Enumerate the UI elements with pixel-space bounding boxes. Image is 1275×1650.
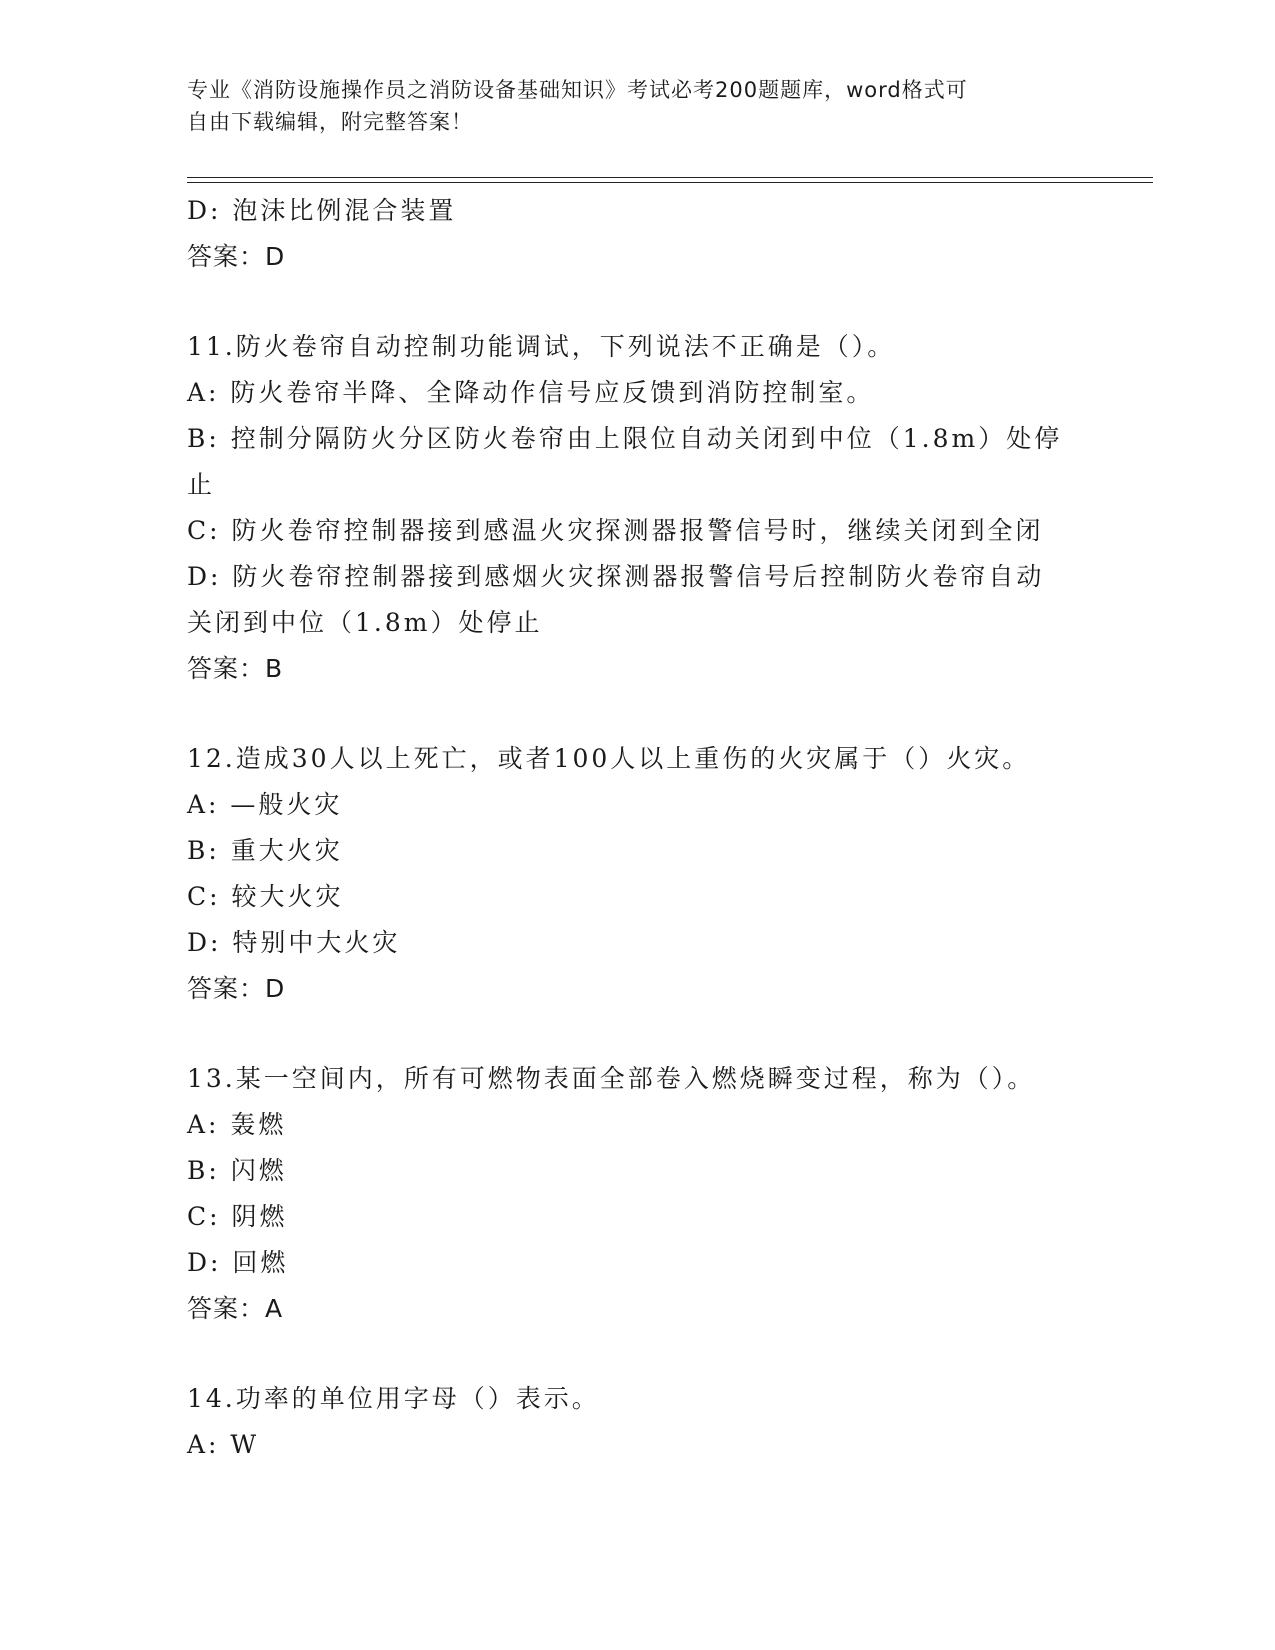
answer-line: 答案：D xyxy=(187,974,286,1003)
option-line: A: W xyxy=(187,1430,260,1459)
option-line: D: 特别中大火灾 xyxy=(187,928,401,957)
question-spacer xyxy=(187,692,1087,736)
answer-line: 答案：B xyxy=(187,654,284,683)
question-stem: 13.某一空间内，所有可燃物表面全部卷入燃烧瞬变过程，称为（）。 xyxy=(187,1064,1036,1093)
answer-line: 答案：A xyxy=(187,1294,284,1323)
option-line: D: 防火卷帘控制器接到感烟火灾探测器报警信号后控制防火卷帘自动 xyxy=(187,562,1045,591)
option-line: C: 防火卷帘控制器接到感温火灾探测器报警信号时，继续关闭到全闭 xyxy=(187,516,1044,545)
option-line: B: 重大火灾 xyxy=(187,836,343,865)
option-line: B: 控制分隔防火分区防火卷帘由上限位自动关闭到中位（1.8m）处停 xyxy=(187,424,1063,453)
header-divider-top xyxy=(187,177,1153,178)
question-stem: 14.功率的单位用字母（）表示。 xyxy=(187,1384,600,1413)
option-line: 关闭到中位（1.8m）处停止 xyxy=(187,608,543,637)
option-line: C: 阴燃 xyxy=(187,1202,288,1231)
option-line: C: 较大火灾 xyxy=(187,882,344,911)
answer-line: 答案：D xyxy=(187,242,286,271)
question-stem: 11.防火卷帘自动控制功能调试，下列说法不正确是（）。 xyxy=(187,332,896,361)
question-stem: 12.造成30人以上死亡，或者100人以上重伤的火灾属于（）火灾。 xyxy=(187,744,1031,773)
option-line: D: 泡沫比例混合装置 xyxy=(187,196,457,225)
option-line: D: 回燃 xyxy=(187,1248,289,1277)
option-line: A: 防火卷帘半降、全降动作信号应反馈到消防控制室。 xyxy=(187,378,875,407)
option-line: B: 闪燃 xyxy=(187,1156,287,1185)
question-content xyxy=(187,188,1087,1468)
question-spacer xyxy=(187,1332,1087,1376)
header-line-2: 自由下载编辑，附完整答案！ xyxy=(187,110,473,134)
question-spacer xyxy=(187,1012,1087,1056)
option-line: 止 xyxy=(187,470,216,499)
option-line: A: —般火灾 xyxy=(187,790,343,819)
option-line: A: 轰燃 xyxy=(187,1110,287,1139)
question-spacer xyxy=(187,280,1087,324)
header-line-1: 专业《消防设施操作员之消防设备基础知识》考试必考200题题库，word格式可 xyxy=(187,78,968,102)
document-header xyxy=(187,74,1087,138)
header-divider-bottom xyxy=(187,182,1153,183)
